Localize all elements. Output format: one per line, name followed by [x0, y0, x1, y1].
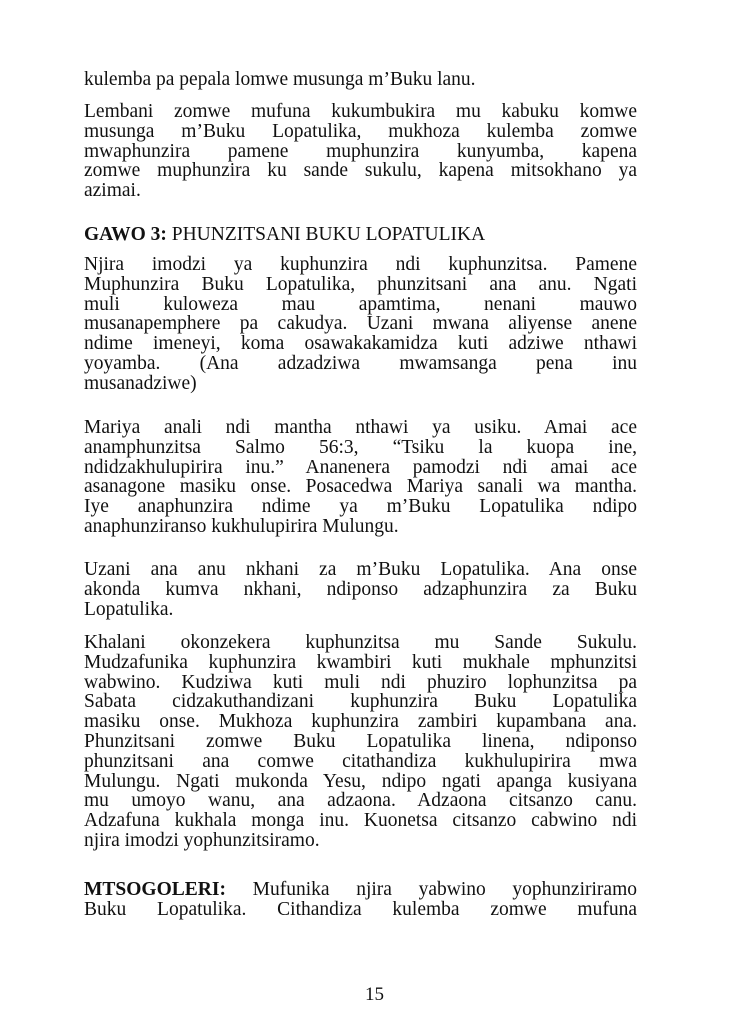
text-line: Khalani okonzekera kuphunzitsa mu Sande Sukulu.: [84, 632, 637, 653]
section-heading: [84, 224, 485, 246]
paragraph-notes: [84, 102, 637, 201]
text-line: phunzitsani ana comwe citathandiza kukhulupirira mwa: [84, 750, 637, 772]
leader-note-first-line: Mufunika njira yabwino yophunziriramo: [225, 879, 637, 900]
paragraph-mariya-story: [84, 418, 637, 537]
leader-note-second-line: Buku Lopatulika. Cithandiza kulemba zomwe mufuna: [84, 898, 637, 920]
text-line: musunga m’Buku Lopatulika, mukhoza kulemba zomwe: [84, 120, 637, 142]
paragraph-intro-end: [84, 70, 637, 90]
text-line: Njira imodzi ya kuphunzira ndi kuphunzitsa. Pamene: [84, 254, 637, 275]
text-line: Lopatulika.: [84, 598, 174, 620]
text-line: Phunzitsani zomwe Buku Lopatulika linena, ndiponso: [84, 730, 637, 752]
page-number: 15: [365, 984, 384, 1005]
leader-note-label: MTSOGOLERI:: [84, 879, 226, 900]
text-line: akonda kumva nkhani, ndiponso adzaphunzira za Buku: [84, 578, 637, 600]
text-line: Sabata cidzakuthandizani kuphunzira Buku Lopatulika: [84, 691, 637, 713]
text-line: asanagone masiku onse. Posacedwa Mariya sanali wa mantha.: [84, 476, 637, 498]
paragraph-teach-children: [84, 255, 637, 394]
text-line: Lembani zomwe mufuna kukumbukira mu kabuku komwe: [84, 101, 637, 122]
text-line: Uzani ana anu nkhani za m’Buku Lopatulika. Ana onse: [84, 559, 637, 580]
text-line: kulemba pa pepala lomwe musunga m’Buku lanu.: [84, 69, 476, 90]
text-line: anaphunziranso kukhulupirira Mulungu.: [84, 515, 399, 537]
text-line: muli kuloweza mau apamtima, nenani mauwo: [84, 293, 637, 315]
text-line: wabwino. Kudziwa kuti muli ndi phuziro lophunzitsa pa: [84, 671, 637, 693]
text-line: azimai.: [84, 180, 141, 202]
text-line: ndidzakhulupirira inu.” Ananenera pamodzi ndi amai ace: [84, 456, 637, 478]
text-line: Muphunzira Buku Lopatulika, phunzitsani ana anu. Ngati: [84, 273, 637, 295]
text-line: zomwe muphunzira ku sande sukulu, kapena mitsokhano ya: [84, 160, 637, 182]
text-line: musanapemphere pa cakudya. Uzani mwana aliyense anene: [84, 313, 637, 335]
text-line: anamphunzitsa Salmo 56:3, “Tsiku la kuopa ine,: [84, 436, 637, 458]
text-line: Mariya anali ndi mantha nthawi ya usiku. Amai ace: [84, 417, 637, 438]
section-heading-label: GAWO 3:: [84, 224, 167, 245]
section-heading-text: PHUNZITSANI BUKU LOPATULIKA: [166, 224, 486, 245]
leader-note: [84, 880, 637, 920]
text-line: njira imodzi yophunzitsiramo.: [84, 829, 320, 851]
text-line: masiku onse. Mukhoza kuphunzira zambiri kupambana ana.: [84, 711, 637, 733]
text-line: musanadziwe): [84, 372, 197, 394]
text-line: ndime imeneyi, koma osawakakamidza kuti adziwe nthawi: [84, 333, 637, 355]
paragraph-bible-stories: [84, 560, 637, 619]
text-line: mwaphunzira pamene muphunzira kunyumba, kapena: [84, 140, 637, 162]
text-line: Iye anaphunzira ndime ya m’Buku Lopatulika ndipo: [84, 496, 637, 518]
text-line: Mudzafunika kuphunzira kwambiri kuti mukhale mphunzitsi: [84, 651, 637, 673]
text-line: yoyamba. (Ana adzadziwa mwamsanga pena inu: [84, 352, 637, 374]
text-line: Adzafuna kukhala monga inu. Kuonetsa citsanzo cabwino ndi: [84, 810, 637, 832]
text-line: Mulungu. Ngati mukonda Yesu, ndipo ngati apanga kusiyana: [84, 770, 637, 792]
text-line: mu umoyo wanu, ana adzaona. Adzaona citsanzo canu.: [84, 790, 637, 812]
paragraph-sunday-school: [84, 633, 637, 851]
